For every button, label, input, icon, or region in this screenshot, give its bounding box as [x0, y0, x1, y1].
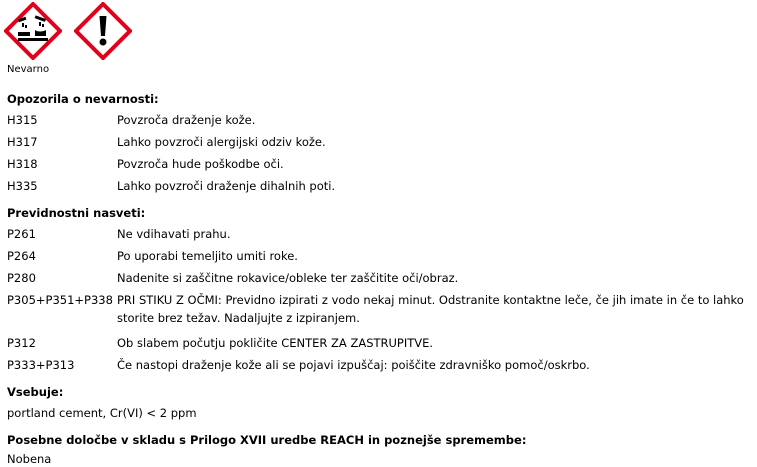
- reach-heading: Posebne določbe v skladu s Prilogo XVII uredbe REACH in poznejše spremembe:: [7, 433, 527, 447]
- precautionary-statements-heading: Previdnostni nasveti:: [7, 206, 146, 220]
- statement-code: H335: [7, 179, 38, 193]
- statement-code: H315: [7, 113, 38, 127]
- statement-text: Po uporabi temeljito umiti roke.: [117, 249, 298, 263]
- contains-heading: Vsebuje:: [7, 385, 64, 399]
- signal-word: Nevarno: [7, 64, 50, 75]
- statement-code: H317: [7, 135, 38, 149]
- statement-text: PRI STIKU Z OČMI: Previdno izpirati z vodo nekaj minut. Odstranite kontaktne leče, če jih imate in če to lahko storite brez težav. Nadaljujte z izpiranjem.: [117, 293, 744, 325]
- exclamation-mark-icon: [74, 2, 132, 60]
- statement-text: Ob slabem počutju pokličite CENTER ZA ZASTRUPITVE.: [117, 336, 434, 350]
- statement-text: Povzroča hude poškodbe oči.: [117, 157, 284, 171]
- statement-code: P333+P313: [7, 358, 75, 372]
- corrosion-icon: [4, 2, 62, 60]
- statement-code: P305+P351+P338: [7, 293, 113, 307]
- statement-text: Če nastopi draženje kože ali se pojavi izpuščaj: poiščite zdravniško pomoč/oskrbo.: [117, 358, 590, 372]
- statement-text: Lahko povzroči draženje dihalnih poti.: [117, 179, 336, 193]
- statement-text: Povzroča draženje kože.: [117, 113, 256, 127]
- statement-code: P261: [7, 227, 36, 241]
- statement-code: H318: [7, 157, 38, 171]
- statement-code: P264: [7, 249, 36, 263]
- contains-text: portland cement, Cr(VI) < 2 ppm: [7, 406, 197, 420]
- hazard-statements-heading: Opozorila o nevarnosti:: [7, 92, 159, 106]
- statement-text: Lahko povzroči alergijski odziv kože.: [117, 135, 326, 149]
- reach-text: Nobena: [7, 452, 52, 466]
- statement-code: P312: [7, 336, 36, 350]
- statement-code: P280: [7, 271, 36, 285]
- statement-text: Nadenite si zaščitne rokavice/obleke ter zaščitite oči/obraz.: [117, 271, 459, 285]
- statement-text: Ne vdihavati prahu.: [117, 227, 231, 241]
